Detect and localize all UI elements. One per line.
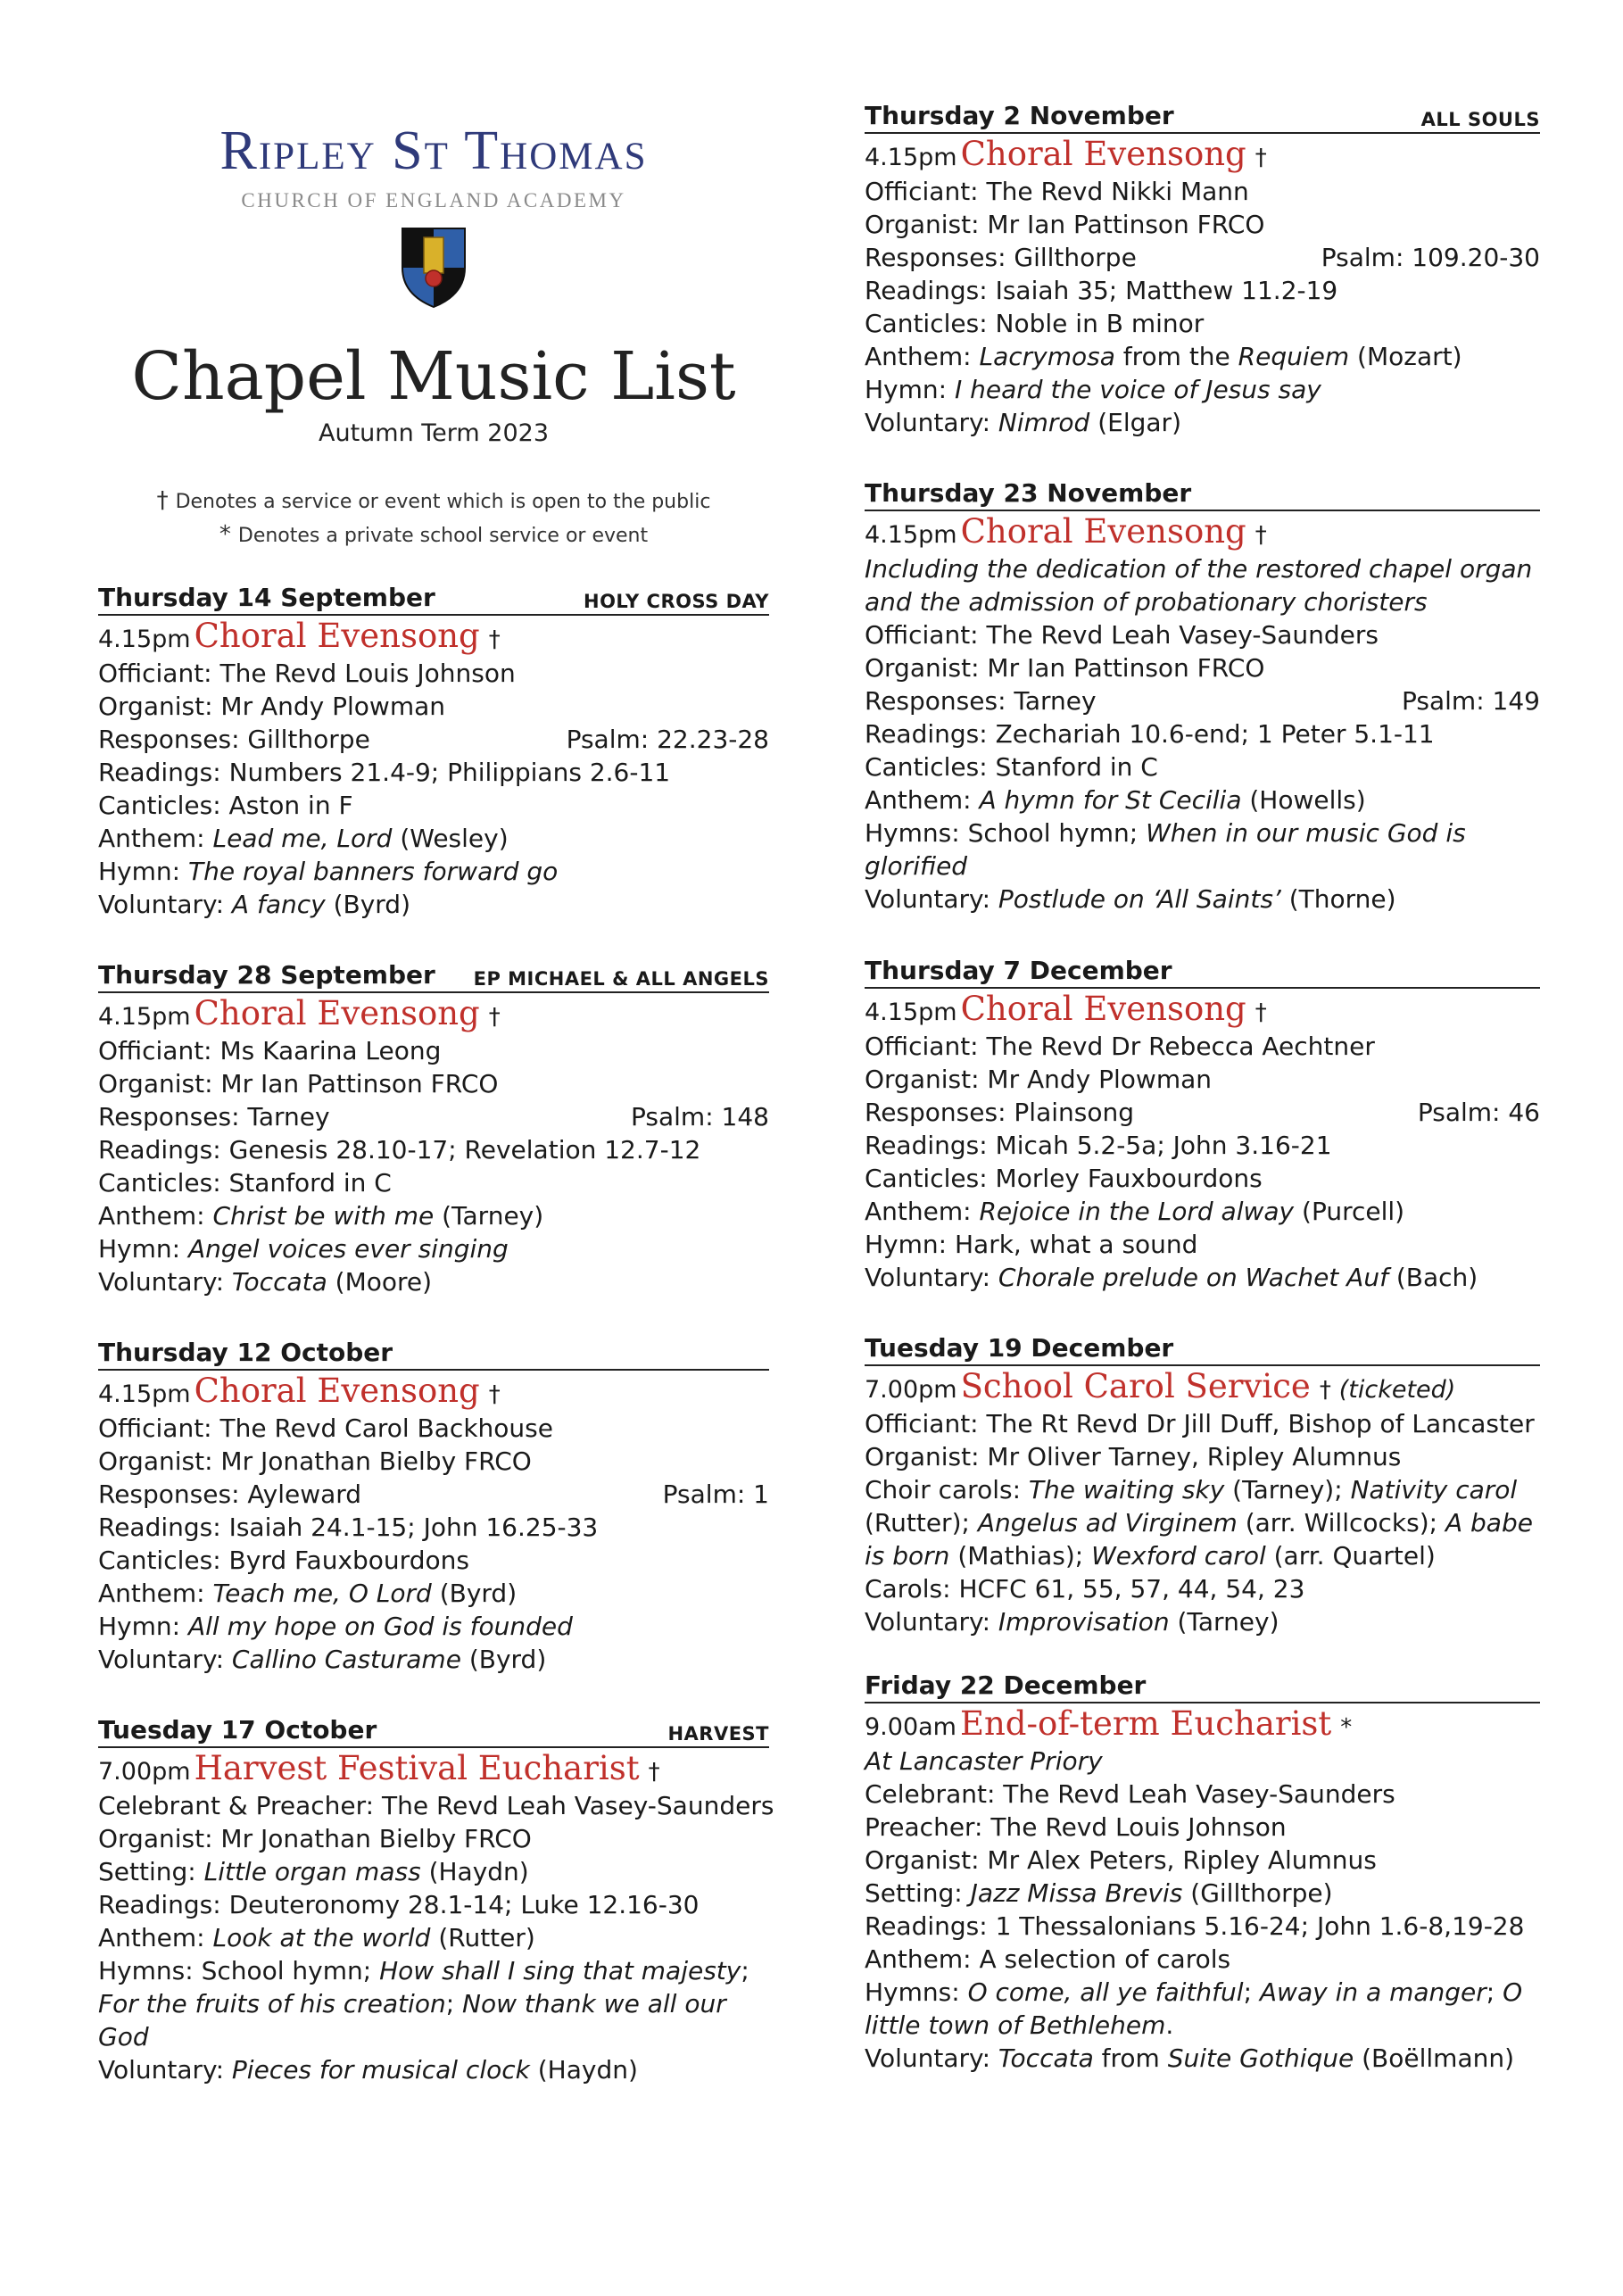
organist: Organist: Mr Ian Pattinson FRCO [98, 1069, 499, 1098]
responses-row [865, 241, 1540, 274]
voluntary-composer: (Byrd) [325, 890, 411, 919]
hymns-label: Hymns: School hymn; [98, 1956, 380, 1985]
hymn-title: Away in a manger [1259, 1977, 1486, 2007]
event-time: 7.00pm [98, 1758, 191, 1786]
event-time: 9.00am [865, 1713, 956, 1741]
carol-composer: (arr. Quartel) [1265, 1541, 1436, 1571]
voluntary-label: Voluntary: [865, 1263, 998, 1292]
responses-row [865, 684, 1540, 717]
event-mark: † [1255, 145, 1267, 171]
voluntary-label: Voluntary: [865, 408, 998, 437]
organist: Organist: Mr Oliver Tarney, Ripley Alumnus [865, 1442, 1402, 1471]
voluntary-title: Toccata [998, 2043, 1094, 2073]
event-date: Thursday 12 October [98, 1338, 393, 1367]
readings: Readings: Isaiah 35; Matthew 11.2-19 [865, 276, 1338, 305]
anthem-label: Anthem: [98, 1923, 213, 1952]
anthem-composer: (Rutter) [430, 1923, 535, 1952]
hymn-title: How shall I sing that majesty [379, 1956, 741, 1985]
event-tag: ALL SOULS [1420, 109, 1540, 130]
readings: Readings: Micah 5.2-5a; John 3.16-21 [865, 1131, 1332, 1160]
voluntary-composer: (Elgar) [1089, 408, 1181, 437]
hymns [865, 816, 1540, 883]
responses-row [865, 1096, 1540, 1129]
anthem-title: Christ be with me [212, 1201, 435, 1231]
event-subtitle [865, 552, 1540, 618]
event-mark: † [648, 1759, 660, 1786]
anthem-composer: (Tarney) [434, 1201, 544, 1231]
psalm: Psalm: 149 [1402, 686, 1540, 716]
event-name: End-of-term Eucharist [959, 1704, 1332, 1743]
hymn [98, 1610, 769, 1643]
anthem-title: A hymn for St Cecilia [979, 785, 1242, 815]
school-name: Ripley St Thomas [219, 120, 648, 181]
event-date: Thursday 7 December [865, 956, 1172, 985]
organist: Organist: Mr Andy Plowman [865, 1065, 1213, 1094]
event-date: Thursday 2 November [865, 101, 1174, 130]
separator: ; [1243, 1977, 1260, 2007]
voluntary-label: Voluntary: [98, 890, 232, 919]
hymn-label: Hymn: [865, 375, 955, 404]
event-mark: † [1255, 522, 1267, 549]
event-date: Tuesday 17 October [98, 1715, 377, 1745]
anthem-composer: (Byrd) [431, 1579, 518, 1608]
canticles: Canticles: Aston in F [98, 791, 353, 820]
canticles: Canticles: Morley Fauxbourdons [865, 1164, 1263, 1193]
event-14-september [98, 582, 769, 921]
hymn-label: Hymn: [98, 1612, 188, 1641]
anthem-composer: (Mozart) [1349, 342, 1462, 371]
canticles: Canticles: Stanford in C [98, 1168, 392, 1198]
officiant: Officiant: The Rt Revd Dr Jill Duff, Bishop of Lancaster [865, 1409, 1535, 1438]
setting-label: Setting: [865, 1878, 971, 1908]
event-header [98, 582, 769, 616]
choir-carols-label: Choir carols: [865, 1475, 1029, 1504]
event-mark: † [488, 1004, 501, 1031]
event-header [98, 1337, 769, 1371]
anthem-composer: (Wesley) [392, 824, 509, 853]
readings: Readings: Genesis 28.10-17; Revelation 12.7-12 [98, 1135, 701, 1165]
anthem-composer: (Purcell) [1294, 1197, 1405, 1226]
readings: Readings: 1 Thessalonians 5.16-24; John 1.6-8,19-28 [865, 1911, 1525, 1941]
anthem [98, 822, 769, 855]
event-12-october [98, 1337, 769, 1676]
anthem-title: Teach me, O Lord [212, 1579, 432, 1608]
event-mark: † [1255, 999, 1267, 1026]
hymn-label: Hymn: [98, 857, 188, 886]
term-subtitle: Autumn Term 2023 [318, 419, 550, 447]
hymns [865, 1976, 1540, 2042]
setting-composer: (Gillthorpe) [1182, 1878, 1333, 1908]
choir-carols [865, 1473, 1540, 1572]
organist: Organist: Mr Jonathan Bielby FRCO [98, 1824, 532, 1853]
event-header [98, 959, 769, 993]
celebrant: Celebrant & Preacher: The Revd Leah Vasey-Saunders [98, 1791, 774, 1820]
event-time: 7.00pm [865, 1376, 957, 1404]
voluntary-title: Toccata [231, 1267, 327, 1297]
event-name: Harvest Festival Eucharist [194, 1749, 640, 1787]
event-header [865, 100, 1540, 134]
voluntary-composer: (Byrd) [460, 1645, 547, 1674]
hymn-title: I heard the voice of Jesus say [954, 375, 1321, 404]
voluntary-label: Voluntary: [865, 2043, 998, 2073]
hymn: Hymn: Hark, what a sound [865, 1230, 1198, 1259]
anthem-title: Rejoice in the Lord alway [979, 1197, 1295, 1226]
event-mark: † [488, 1381, 501, 1408]
separator: ; [1486, 1977, 1503, 2007]
separator: ; [741, 1956, 749, 1985]
event-name: School Carol Service [960, 1367, 1311, 1405]
event-title-line [865, 511, 1540, 552]
readings: Readings: Deuteronomy 28.1-14; Luke 12.16-30 [98, 1890, 700, 1919]
voluntary-title: A fancy [231, 890, 326, 919]
voluntary-composer: (Haydn) [529, 2055, 638, 2085]
organist: Organist: Mr Jonathan Bielby FRCO [98, 1446, 532, 1476]
voluntary [865, 1261, 1540, 1294]
readings: Readings: Isaiah 24.1-15; John 16.25-33 [98, 1513, 599, 1542]
voluntary-composer: (Boëllmann) [1354, 2043, 1515, 2073]
event-header [865, 955, 1540, 989]
responses: Responses: Ayleward [98, 1480, 362, 1509]
event-mark: * [1340, 1714, 1353, 1741]
responses-row [98, 1478, 769, 1511]
carol-composer: (Tarney); [1224, 1475, 1351, 1504]
event-title-line [865, 989, 1540, 1030]
responses: Responses: Gillthorpe [98, 725, 370, 754]
anthem-work: Requiem [1238, 342, 1350, 371]
voluntary [865, 2042, 1540, 2075]
event-date: Tuesday 19 December [865, 1333, 1174, 1363]
voluntary-composer: (Bach) [1387, 1263, 1478, 1292]
anthem-title: Look at the world [212, 1923, 431, 1952]
carol-title: Nativity carol [1350, 1475, 1518, 1504]
anthem-label: Anthem: [865, 785, 980, 815]
event-date: Thursday 23 November [865, 478, 1192, 508]
event-date: Friday 22 December [865, 1670, 1147, 1700]
event-date: Thursday 28 September [98, 960, 435, 990]
setting [98, 1855, 769, 1888]
hymn-title: All my hope on God is founded [187, 1612, 573, 1641]
hymn-title: For the fruits of his creation [98, 1989, 446, 2018]
hymn-title: O come, all ye faithful [967, 1977, 1244, 2007]
separator: ; [445, 1989, 463, 2018]
voluntary-title: Nimrod [998, 408, 1090, 437]
voluntary-label: Voluntary: [98, 2055, 232, 2085]
carol-composer: (Mathias); [949, 1541, 1092, 1571]
anthem-title: Lacrymosa [979, 342, 1115, 371]
hymns-label: Hymns: [865, 1977, 968, 2007]
voluntary [98, 2053, 769, 2086]
event-17-october [98, 1714, 774, 2086]
hymns-label: Hymns: School hymn; [865, 818, 1147, 848]
ticketed-note: (ticketed) [1338, 1376, 1456, 1404]
event-tag: HARVEST [667, 1723, 769, 1745]
event-header [865, 1670, 1540, 1703]
anthem-composer: (Howells) [1241, 785, 1366, 815]
hymn-title: Now thank we all our God [98, 1989, 726, 2051]
school-subtitle: CHURCH OF ENGLAND ACADEMY [241, 189, 626, 211]
event-name: Choral Evensong [194, 617, 480, 655]
separator: . [1165, 2010, 1174, 2040]
carol-title: Angelus ad Virginem [977, 1508, 1238, 1538]
asterisk-symbol: * [219, 521, 231, 548]
event-subtitle-text: Including the dedication of the restored chapel organ and the admission of probationary choristers [865, 554, 1533, 617]
hymn-title: O little town of Bethlehem [865, 1977, 1523, 2040]
organist: Organist: Mr Alex Peters, Ripley Alumnus [865, 1845, 1377, 1875]
dagger-symbol: † [156, 487, 169, 514]
hymn [98, 855, 769, 888]
anthem [865, 1195, 1540, 1228]
event-title-line [865, 1366, 1540, 1407]
event-date: Thursday 14 September [98, 583, 435, 612]
event-title-line [98, 1371, 769, 1412]
hymn-title: Angel voices ever singing [187, 1234, 509, 1264]
voluntary [865, 1605, 1540, 1638]
anthem [98, 1199, 769, 1232]
voluntary-label: Voluntary: [98, 1645, 232, 1674]
anthem-title: Lead me, Lord [212, 824, 393, 853]
event-time: 4.15pm [98, 1003, 191, 1031]
carol-composer: (Rutter); [865, 1508, 978, 1538]
event-time: 4.15pm [98, 1380, 191, 1408]
event-name: Choral Evensong [960, 512, 1246, 551]
event-19-december [865, 1332, 1540, 1638]
voluntary-title: Callino Casturame [231, 1645, 461, 1674]
readings: Readings: Numbers 21.4-9; Philippians 2.6-11 [98, 758, 671, 787]
organist: Organist: Mr Ian Pattinson FRCO [865, 653, 1265, 683]
public-note-text: Denotes a service or event which is open to the public [175, 491, 711, 513]
voluntary-composer: (Tarney) [1169, 1607, 1279, 1637]
location [865, 1745, 1540, 1778]
hymn-label: Hymn: [98, 1234, 188, 1264]
officiant: Officiant: The Revd Leah Vasey-Saunders [865, 620, 1379, 650]
psalm: Psalm: 46 [1417, 1098, 1540, 1127]
anthem [865, 340, 1540, 373]
carol-title: Wexford carol [1091, 1541, 1266, 1571]
anthem [98, 1921, 769, 1954]
event-time: 4.15pm [865, 144, 957, 171]
setting-title: Jazz Missa Brevis [970, 1878, 1183, 1908]
psalm: Psalm: 109.20-30 [1321, 243, 1540, 272]
hymn [865, 373, 1540, 406]
psalm: Psalm: 22.23-28 [566, 725, 769, 754]
readings: Readings: Zechariah 10.6-end; 1 Peter 5.1-11 [865, 719, 1435, 749]
responses: Responses: Tarney [865, 686, 1097, 716]
psalm: Psalm: 1 [662, 1480, 769, 1509]
voluntary-title: Pieces for musical clock [231, 2055, 530, 2085]
setting-label: Setting: [98, 1857, 204, 1886]
hymn-title: When in our music God is glorified [865, 818, 1466, 881]
event-title-line [98, 1748, 769, 1789]
event-name: Choral Evensong [194, 1372, 480, 1410]
voluntary-composer: (Moore) [327, 1267, 433, 1297]
voluntary-label: Voluntary: [865, 1607, 998, 1637]
event-title-line [98, 993, 769, 1034]
location-text: At Lancaster Priory [865, 1746, 1103, 1776]
event-time: 4.15pm [98, 626, 191, 653]
anthem [865, 783, 1540, 816]
voluntary [865, 406, 1540, 439]
setting-title: Little organ mass [203, 1857, 421, 1886]
event-mark: † [1319, 1377, 1331, 1404]
private-note [98, 521, 769, 548]
responses: Responses: Tarney [98, 1102, 330, 1131]
psalm: Psalm: 148 [631, 1102, 769, 1131]
event-header [98, 1714, 769, 1748]
carol-composer: (arr. Willcocks); [1237, 1508, 1445, 1538]
responses-row [98, 723, 769, 756]
page-title: Chapel Music List [131, 338, 736, 415]
event-header [865, 477, 1540, 511]
organist: Organist: Mr Ian Pattinson FRCO [865, 210, 1265, 239]
event-28-september [98, 959, 769, 1298]
preacher: Preacher: The Revd Louis Johnson [865, 1812, 1287, 1842]
anthem-from: from the [1114, 342, 1238, 371]
hymn [98, 1232, 769, 1265]
event-tag: EP MICHAEL & ALL ANGELS [473, 968, 769, 990]
event-7-december [865, 955, 1540, 1294]
carol-title: The waiting sky [1028, 1475, 1225, 1504]
hymns [98, 1954, 769, 2053]
voluntary [98, 1643, 769, 1676]
organist: Organist: Mr Andy Plowman [98, 692, 446, 721]
anthem-label: Anthem: [865, 1197, 980, 1226]
event-title-line [865, 1703, 1540, 1745]
event-name: Choral Evensong [960, 135, 1246, 173]
event-time: 4.15pm [865, 999, 957, 1026]
event-mark: † [488, 626, 501, 653]
voluntary-composer: (Thorne) [1280, 884, 1396, 914]
event-23-november [865, 477, 1540, 916]
hymn-title: The royal banners forward go [187, 857, 559, 886]
anthem-label: Anthem: [98, 1201, 213, 1231]
officiant: Officiant: The Revd Louis Johnson [98, 659, 516, 688]
event-title-line [865, 134, 1540, 175]
school-crest-logo [401, 227, 467, 309]
event-name: Choral Evensong [194, 994, 480, 1032]
officiant: Officiant: The Revd Carol Backhouse [98, 1413, 553, 1443]
officiant: Officiant: Ms Kaarina Leong [98, 1036, 442, 1065]
voluntary-title: Postlude on ‘All Saints’ [998, 884, 1281, 914]
officiant: Officiant: The Revd Dr Rebecca Aechtner [865, 1032, 1375, 1061]
voluntary [865, 883, 1540, 916]
responses-row [98, 1100, 769, 1133]
anthem [98, 1577, 769, 1610]
officiant: Officiant: The Revd Nikki Mann [865, 177, 1249, 206]
anthem-label: Anthem: [865, 342, 980, 371]
voluntary-label: Voluntary: [98, 1267, 232, 1297]
voluntary [98, 1265, 769, 1298]
voluntary-work: Suite Gothique [1167, 2043, 1354, 2073]
event-name: Choral Evensong [960, 990, 1246, 1028]
anthem-label: Anthem: [98, 1579, 213, 1608]
voluntary-title: Improvisation [998, 1607, 1170, 1637]
responses: Responses: Plainsong [865, 1098, 1134, 1127]
event-title-line [98, 616, 769, 657]
responses: Responses: Gillthorpe [865, 243, 1137, 272]
event-header [865, 1332, 1540, 1366]
voluntary-title: Chorale prelude on Wachet Auf [998, 1263, 1388, 1292]
canticles: Canticles: Stanford in C [865, 752, 1158, 782]
public-note [98, 487, 769, 514]
event-22-december [865, 1670, 1540, 2075]
private-note-text: Denotes a private school service or event [237, 525, 649, 547]
setting [865, 1877, 1540, 1910]
voluntary-label: Voluntary: [865, 884, 998, 914]
voluntary [98, 888, 769, 921]
canticles: Canticles: Byrd Fauxbourdons [98, 1546, 469, 1575]
canticles: Canticles: Noble in B minor [865, 309, 1205, 338]
event-tag: HOLY CROSS DAY [584, 591, 769, 612]
carol-title: A babe is born [865, 1508, 1533, 1571]
setting-composer: (Haydn) [420, 1857, 529, 1886]
event-time: 4.15pm [865, 521, 957, 549]
celebrant: Celebrant: The Revd Leah Vasey-Saunders [865, 1779, 1395, 1809]
event-2-november [865, 100, 1540, 439]
voluntary-from: from [1093, 2043, 1168, 2073]
anthem-label: Anthem: [98, 824, 213, 853]
anthem: Anthem: A selection of carols [865, 1944, 1231, 1974]
carols: Carols: HCFC 61, 55, 57, 44, 54, 23 [865, 1574, 1305, 1604]
